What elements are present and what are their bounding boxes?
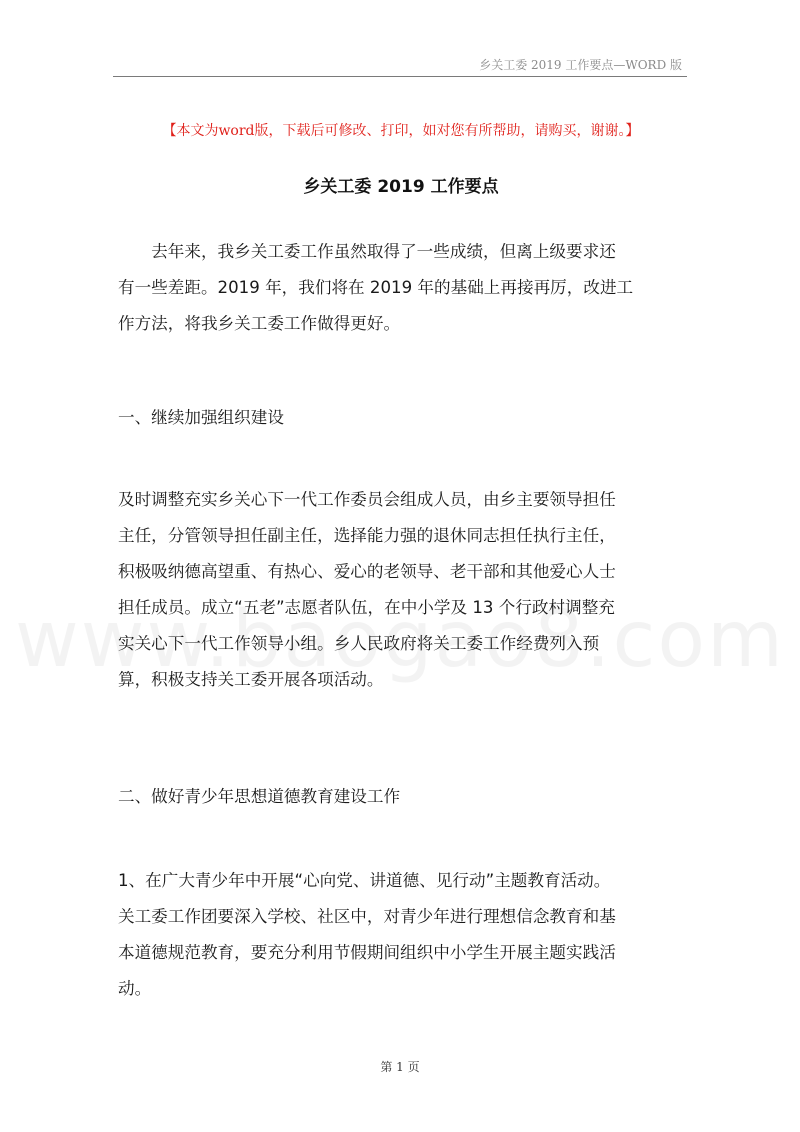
section-2-line: 关工委工作团要深入学校、社区中，对青少年进行理想信念教育和基 [118, 907, 616, 926]
intro-line: 有一些差距。2019 年，我们将在 2019 年的基础上再接再厉，改进工 [118, 278, 634, 297]
section-1-heading: 一、继续加强组织建设 [118, 408, 284, 427]
document-title: 乡关工委 2019 工作要点 [303, 177, 499, 197]
section-1-line: 及时调整充实乡关心下一代工作委员会组成人员，由乡主要领导担任 [118, 490, 616, 509]
running-header: 乡关工委 2019 工作要点—WORD 版 [479, 58, 682, 72]
section-2-heading: 二、做好青少年思想道德教育建设工作 [118, 787, 401, 806]
section-2-line: 本道德规范教育，要充分利用节假期间组织中小学生开展主题实践活 [118, 943, 616, 962]
purchase-notice: 【本文为word版，下载后可修改、打印，如对您有所帮助，请购买，谢谢。】 [162, 123, 640, 139]
section-1-line: 担任成员。成立“五老”志愿者队伍，在中小学及 13 个行政村调整充 [118, 598, 615, 617]
section-1-line: 积极吸纳德高望重、有热心、爱心的老领导、老干部和其他爱心人士 [118, 562, 616, 581]
section-1-paragraph [118, 482, 684, 698]
section-2-line: 动。 [118, 979, 152, 998]
page-number: 第 1 页 [380, 1060, 420, 1074]
section-2-line: 1、在广大青少年中开展“心向党、讲道德、见行动”主题教育活动。 [118, 871, 611, 890]
section-1-line: 实关心下一代工作领导小组。乡人民政府将关工委工作经费列入预 [118, 634, 600, 653]
section-2-paragraph [118, 863, 684, 1007]
section-1-line: 主任，分管领导担任副主任，选择能力强的退休同志担任执行主任， [118, 526, 616, 545]
intro-paragraph [118, 234, 684, 342]
intro-line: 作方法，将我乡关工委工作做得更好。 [118, 314, 401, 333]
header-rule [113, 76, 687, 77]
intro-line: 去年来，我乡关工委工作虽然取得了一些成绩，但离上级要求还 [118, 242, 616, 261]
section-1-line: 算，积极支持关工委开展各项活动。 [118, 670, 384, 689]
